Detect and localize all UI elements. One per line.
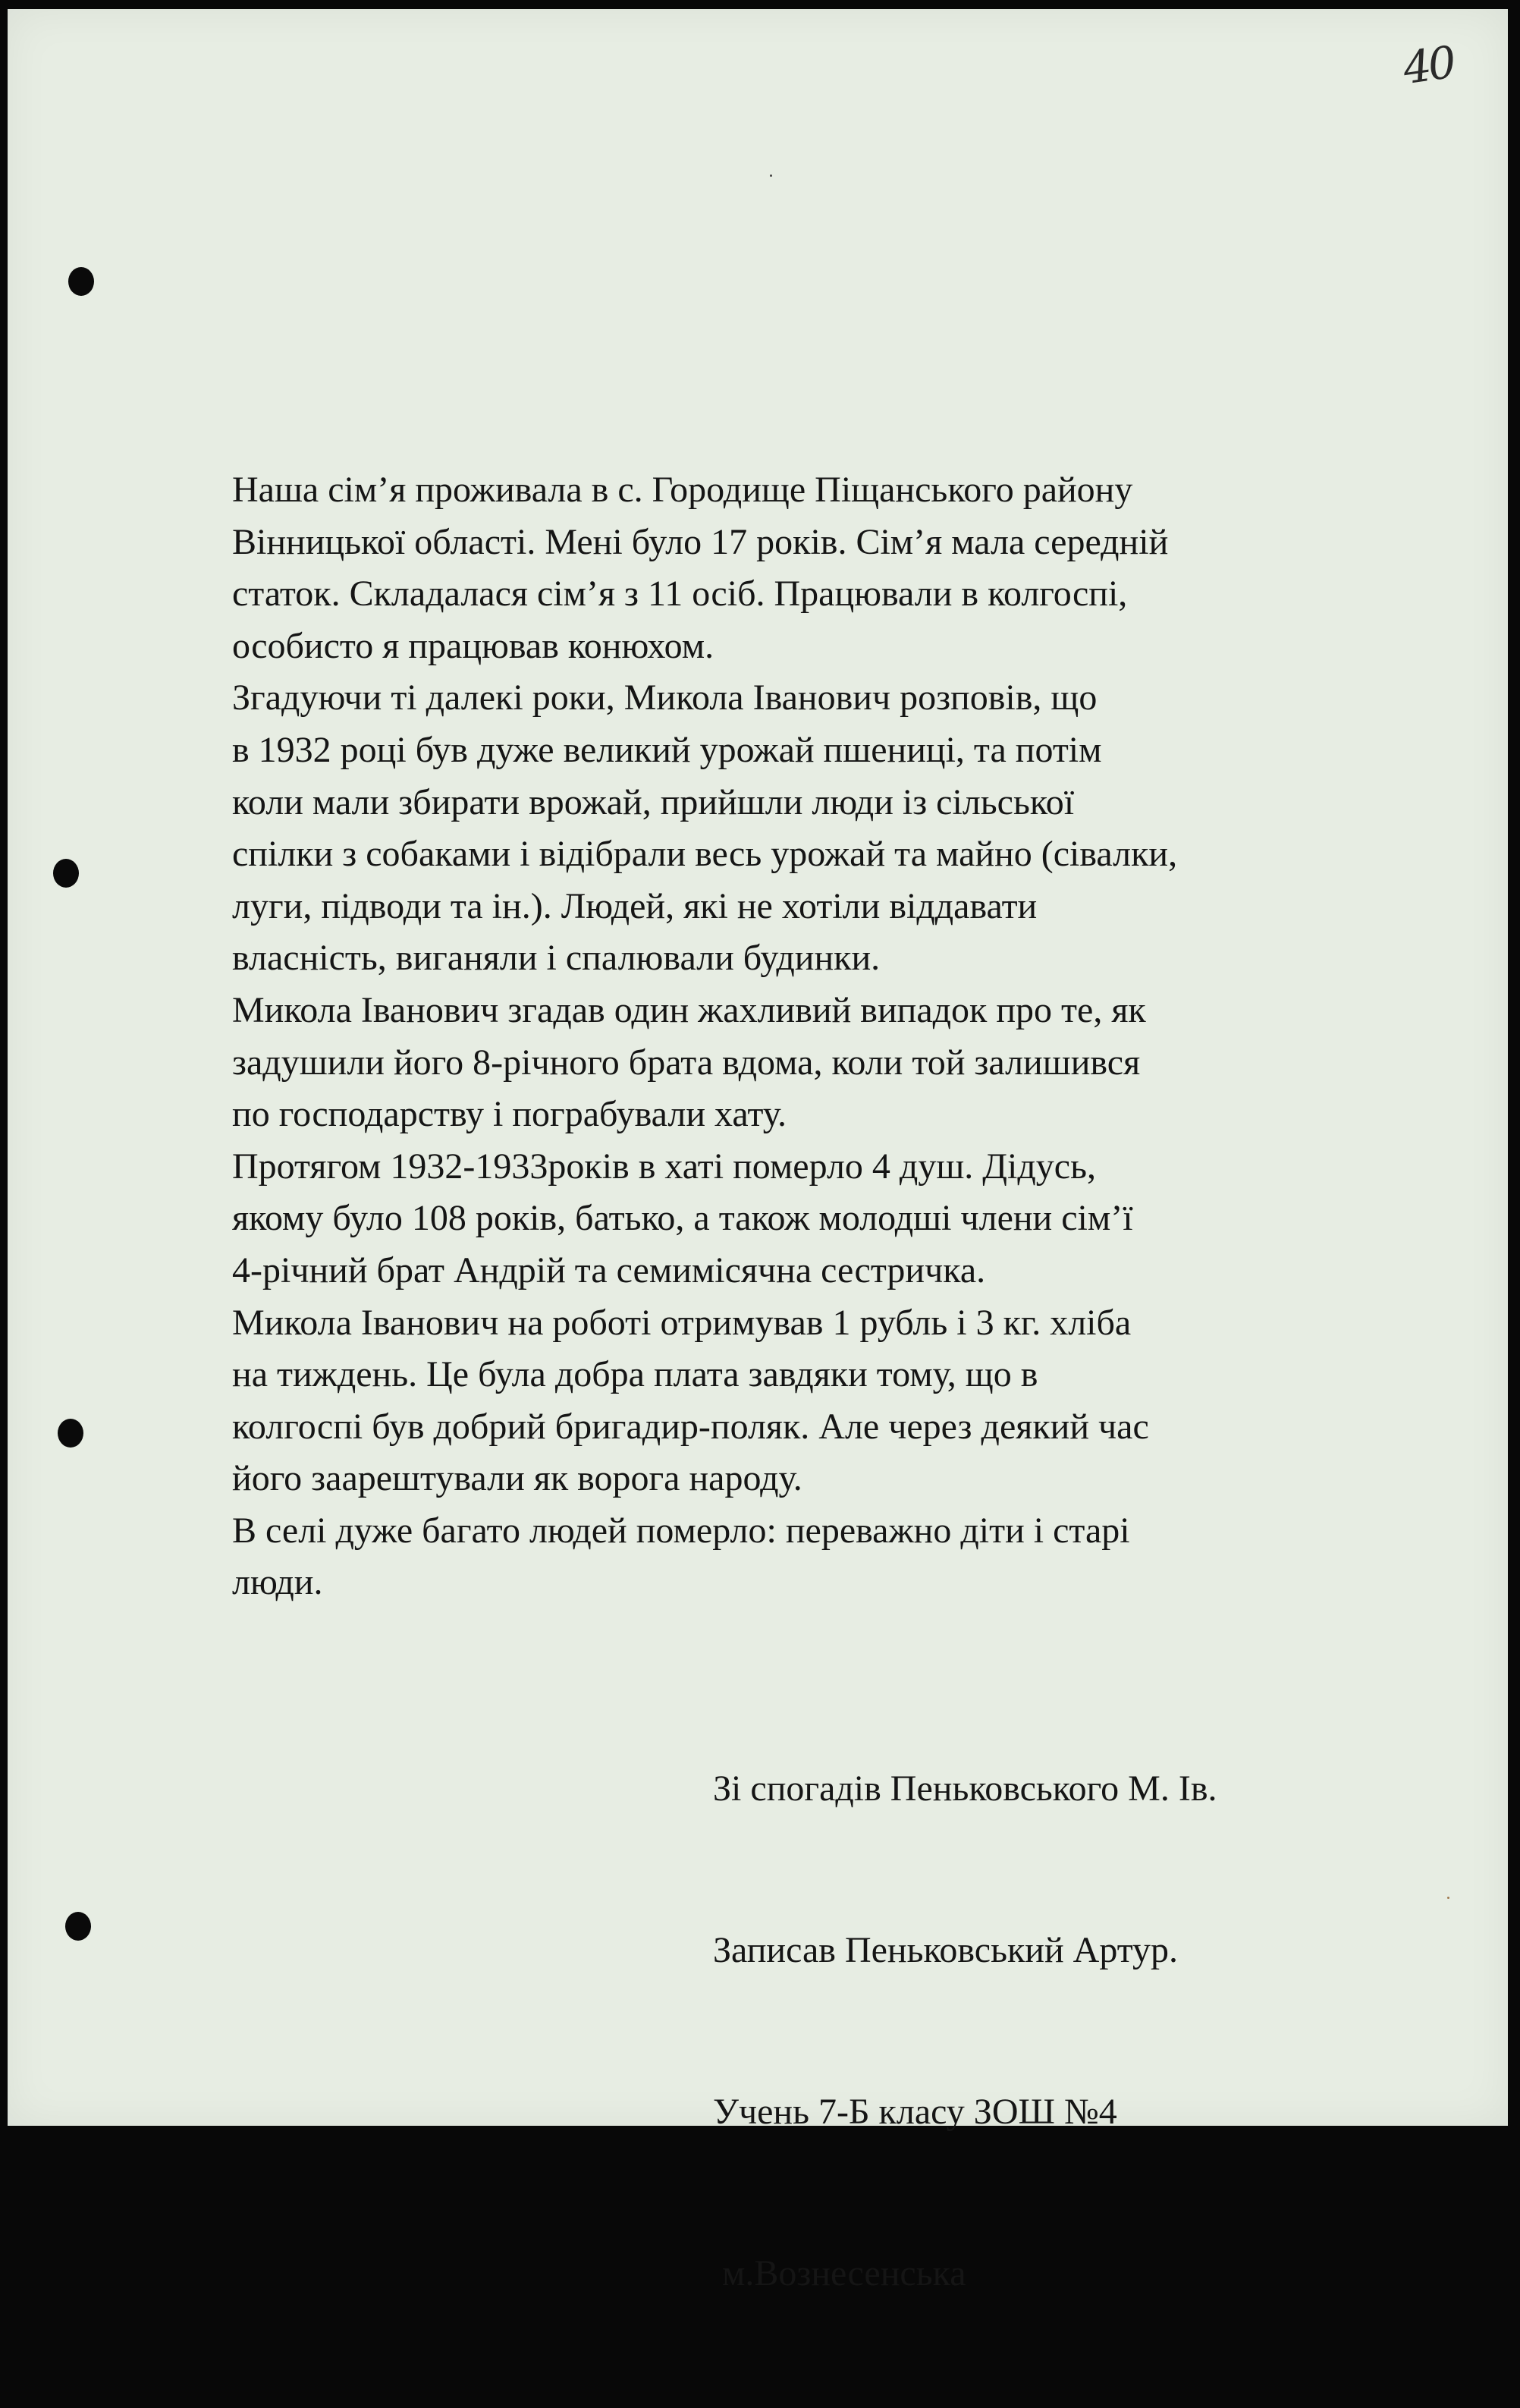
text-line: якому було 108 років, батько, а також молодші члени сім’ї [232, 1198, 1133, 1239]
text-line: спілки з собаками і відібрали весь урожай та майно (сівалки, [232, 834, 1178, 875]
text-line: задушили його 8-річного брата вдома, коли той залишився [232, 1042, 1141, 1083]
text-line: колгоспі був добрий бригадир-поляк. Але через деякий час [232, 1406, 1149, 1447]
handwritten-page-number: 40 [1399, 36, 1457, 95]
text-line: його заарештували як ворога народу. [232, 1458, 802, 1499]
text-line: в 1932 році був дуже великий урожай пшениці, та потім [232, 729, 1102, 770]
text-line: Згадуючи ті далекі роки, Микола Іванович розповів, що [232, 677, 1098, 718]
text-line: по господарству і пограбували хату. [232, 1094, 787, 1135]
punch-hole-1 [68, 267, 94, 296]
text-line: особисто я працював конюхом. [232, 625, 714, 666]
text-line: луги, підводи та ін.). Людей, які не хотіли віддавати [232, 885, 1038, 926]
text-line: Микола Іванович згадав один жахливий випадок про те, як [232, 989, 1146, 1030]
signature-line: Записав Пеньковський Артур. [713, 1930, 1179, 1970]
recollection-text [232, 464, 1430, 1609]
signature-line: Зі спогадів Пеньковського М. Ів. [713, 1768, 1217, 1809]
punch-hole-3 [58, 1419, 83, 1448]
text-line: Вінницької області. Мені було 17 років. Сім’я мала середній [232, 521, 1169, 562]
text-line: Протягом 1932-1933років в хаті померло 4 душ. Дідусь, [232, 1146, 1096, 1187]
text-line: Наша сім’я проживала в с. Городище Піщанського району [232, 470, 1133, 510]
signature-block [713, 1654, 1396, 2408]
signature-line: Учень 7-Б класу ЗОШ №4 [713, 2092, 1117, 2132]
text-line: власність, виганяли і спалювали будинки. [232, 938, 881, 979]
text-line: коли мали збирати врожай, прийшли люди із сільської [232, 781, 1075, 822]
text-line: Микола Іванович на роботі отримував 1 рубль і 3 кг. хліба [232, 1302, 1132, 1343]
text-line: В селі дуже багато людей померло: переважно діти і старі [232, 1510, 1130, 1551]
text-line: люди. [232, 1562, 323, 1603]
punch-hole-2 [53, 859, 79, 888]
text-line: статок. Складалася сім’я з 11 осіб. Працювали в колгоспі, [232, 574, 1128, 615]
signature-line: м.Вознесенська [713, 2253, 966, 2293]
text-line: 4-річний брат Андрій та семимісячна сестричка. [232, 1250, 986, 1290]
document-page [8, 9, 1508, 2293]
paper-speck [770, 174, 772, 177]
paper-speck [1447, 1897, 1449, 1899]
punch-hole-4 [65, 1912, 91, 1941]
text-line: на тиждень. Це була добра плата завдяки тому, що в [232, 1354, 1038, 1395]
